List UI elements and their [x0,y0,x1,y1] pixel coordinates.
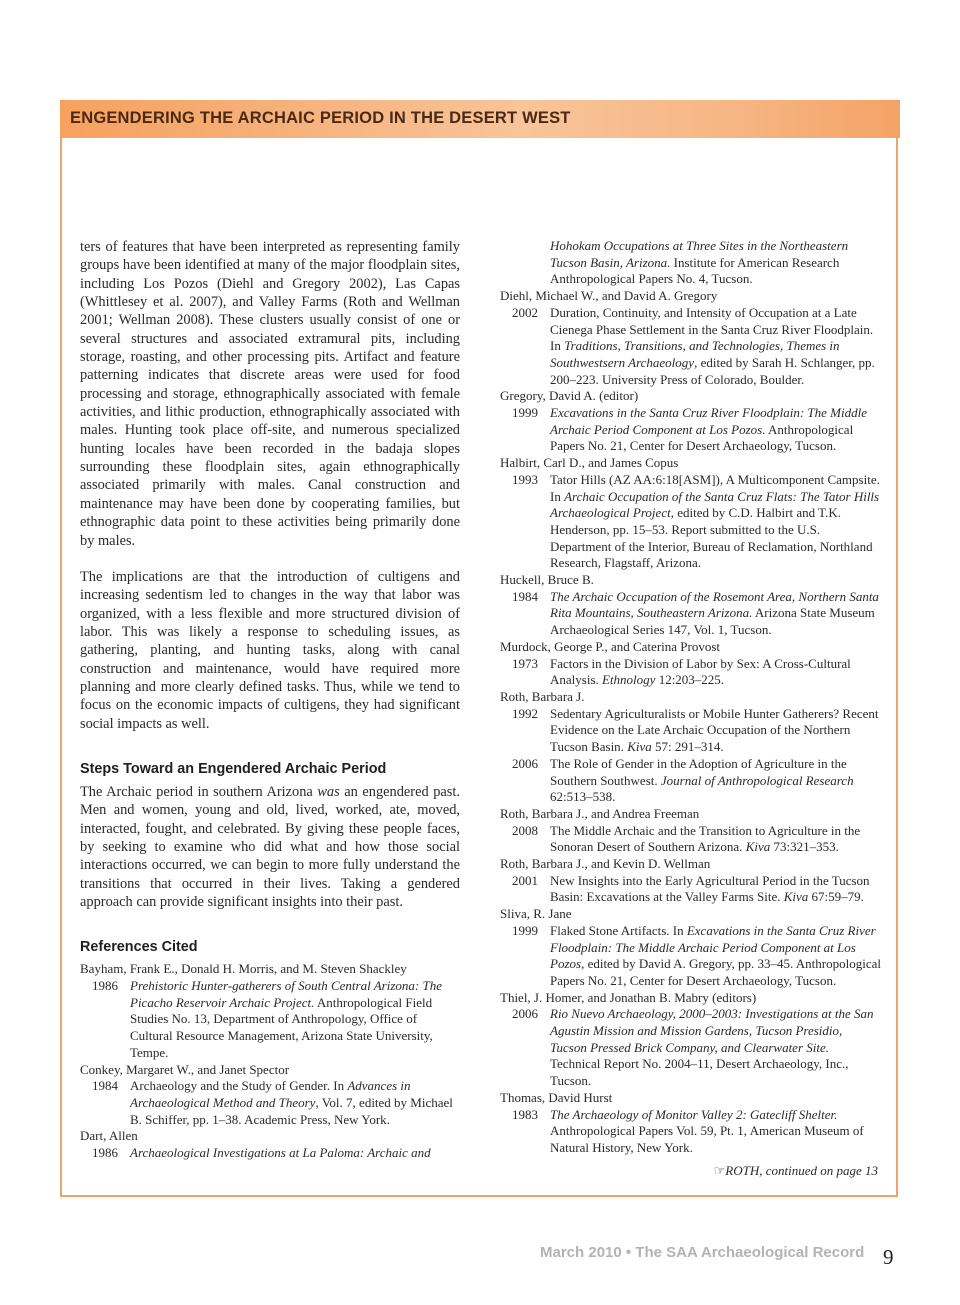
ref-title: Archaeological Investigations at La Paloma: Archaic and [130,1145,431,1161]
ref-rest: , Vol. 7, edited by Michael B. Schiffer, pp. 1–38. Academic Press, New York. [130,1094,453,1127]
ref-year: 2006 [512,1006,538,1022]
ref-citation [550,823,882,856]
ref-citation [130,1078,460,1128]
ref-citation [550,756,882,806]
paragraph-1: ters of features that have been interpreted as representing family groups have been identified at many of the major floodplain sites, including Los Pozos (Diehl and Gregory 2002), Las Capas (Whittlesey et al. 2007), and Valley Farms (Roth and Wellman 2001; Wellman 2008). These clusters usually consist of one or several structures and associated extramural pits, including storage, roasting, and other processing pits. Artifact and feature patterning indicates that discrete areas were used for food processing and storage, ethnographically associated with female activities, and lithic production, ethnographically associated with males. Hunting took place off-site, and numerous specialized hunting locales have been recorded in the badaja slopes surrounding these floodplain sites, again ethnographically associated primarily with males. Canal construction and maintenance may have been done by cooperating families, but ethnographic data point to these activities being primarily done by males. [80,239,460,549]
ref-rest: , edited by C.D. Halbirt and T.K. Henderson, pp. 15–53. Report submitted to the U.S. Department of the Interior, Bureau of Reclamation, Northland Research, Flagstaff, Arizona. [550,505,873,571]
ref-author: Thomas, David Hurst [500,1089,613,1105]
section-heading-references: References Cited [80,939,198,956]
ref-year: 1986 [92,1145,118,1161]
ref-entry [500,1006,882,1090]
paragraph-3 [80,783,460,911]
ref-rest: 62:513–538. [550,789,616,805]
ref-rest: 73:321–353. [770,839,839,855]
ref-title: Archaic Occupation of the Santa Cruz Flats: The Tator Hills Archaeological Project [550,488,880,521]
ref-author: Huckell, Bruce B. [500,572,594,588]
paragraph-3-emphasis: was [317,783,340,800]
ref-author: Halbirt, Carl D., and James Copus [500,455,679,471]
ref-rest: 12:203–225. [655,672,725,688]
ref-entry [80,1078,460,1128]
ref-citation [550,238,882,288]
ref-author: Dart, Allen [80,1128,138,1144]
ref-year: 2008 [512,822,538,838]
ref-entry [500,873,882,906]
ref-year: 1992 [512,705,538,721]
ref-entry [500,823,882,856]
paragraph-3-text-a: The Archaic period in southern Arizona [80,783,318,800]
ref-rest: Anthropological Papers Vol. 59, Pt. 1, American Museum of Natural History, New York. [550,1123,864,1155]
ref-title: Kiva [745,839,771,855]
hand-pointer-icon: ☞ [713,1162,726,1178]
ref-rest: , edited by Sarah H. Schlanger, pp. 200–223. University Press of Colorado, Boulder. [550,354,875,387]
ref-citation [550,656,882,689]
ref-entry [500,706,882,756]
ref-title: The Archaic Occupation of the Rosemont Area, Northern Santa Rita Mountains, Southeastern Arizona. [550,588,879,621]
ref-lead: Flaked Stone Artifacts. In [550,922,687,938]
continued-note [500,1163,882,1180]
ref-rest: , edited by David A. Gregory, pp. 33–45. Anthropological Papers No. 21, Center for Desert Archaeology, Tucson. [550,956,881,988]
ref-citation [550,1107,882,1157]
ref-title: Traditions, Transitions, and Technologies, Themes in Southwestsern Archaeology [550,338,840,370]
ref-title: Advances in Archaeological Method and Theory [130,1078,411,1110]
left-column [80,238,460,1162]
ref-entry-continued [500,238,882,288]
ref-author: Roth, Barbara J., and Andrea Freeman [500,805,700,821]
ref-entry [500,589,882,639]
ref-citation [550,305,882,389]
ref-title: Ethnology [602,672,656,688]
ref-lead: The Role of Gender in the Adoption of Agriculture in the Southern Southwest. [550,755,847,788]
ref-year: 2001 [512,872,538,888]
ref-entry [80,1145,460,1162]
ref-author: Thiel, J. Homer, and Jonathan B. Mabry (editors) [500,989,757,1005]
ref-lead: New Insights into the Early Agricultural Period in the Tucson Basin: Excavations at the Valley Farms Site. [550,872,870,905]
ref-rest: Anthropological Field Studies No. 13, Department of Anthropology, Office of Cultural Resource Management, Arizona State University, Tempe. [130,994,433,1060]
ref-year: 2006 [512,755,538,771]
ref-year: 1986 [92,978,118,994]
header-banner [60,100,900,138]
ref-author: Bayham, Frank E., Donald H. Morris, and M. Steven Shackley [80,961,407,977]
ref-citation [550,923,882,990]
paragraph-2: The implications are that the introduction of cultigens and increasing sedentism led to changes in the way that labor was organized, with a less flexible and more structured division of labor. This was likely a response to scheduling issues, as gathering, planting, and hunting tasks, along with canal construction and maintenance, would have required more planning and more clearly defined tasks. Thus, while we tend to focus on the economic impacts of cultigens, they had significant social impacts as well. [80,568,460,732]
ref-rest: Technical Report No. 2004–11, Desert Archaeology, Inc., Tucson. [550,1056,849,1089]
ref-title: Excavations in the Santa Cruz River Floodplain: The Middle Archaic Period Component at Los Pozos [550,922,876,972]
reference-list-left [80,961,460,1161]
ref-lead: The Middle Archaic and the Transition to Agriculture in the Sonoran Desert of Southern Arizona. [550,822,861,855]
ref-rest: Anthropological Papers No. 21, Center for Desert Archaeology, Tucson. [550,421,854,454]
ref-title: Rio Nuevo Archaeology, 2000–2003: Investigations at the San Agustin Mission and Mission Gardens, Tucson Presidio, Tucson Pressed Brick Company, and Clearwater Site. [550,1006,874,1055]
ref-title: Hohokam Occupations at Three Sites in the Northeastern Tucson Basin, Arizona. [550,238,849,270]
ref-citation [130,1145,460,1162]
ref-entry [500,405,882,455]
ref-lead: Sedentary Agriculturalists or Mobile Hunter Gatherers? Recent Evidence on the Late Archaic Occupation of the Northern Tucson Basin. [550,705,879,755]
ref-rest: 67:59–79. [808,889,864,905]
ref-citation [550,873,882,906]
ref-year: 2002 [512,304,538,320]
ref-lead: Factors in the Division of Labor by Sex: A Cross-Cultural Analysis. [550,655,851,688]
ref-title: Journal of Anthropological Research [660,772,854,788]
ref-year: 1973 [512,655,538,671]
ref-year: 1993 [512,471,538,487]
ref-entry [500,305,882,389]
ref-citation [550,706,882,756]
ref-author: Gregory, David A. (editor) [500,388,639,404]
ref-title: Kiva [627,739,652,755]
ref-year: 1984 [92,1078,118,1094]
ref-year: 1983 [512,1106,538,1122]
ref-lead: Duration, Continuity, and Intensity of Occupation at a Late Cienega Phase Settlement in the Santa Cruz River Floodplain. In [550,304,874,354]
ref-entry [500,756,882,806]
ref-citation [550,1006,882,1090]
ref-citation [550,589,882,639]
ref-title: The Archaeology of Monitor Valley 2: Gatecliff Shelter. [550,1106,838,1122]
ref-lead: Tator Hills (AZ AA:6:18[ASM]), A Multicomponent Campsite. In [550,471,880,504]
ref-author: Murdock, George P., and Caterina Provost [500,638,721,654]
ref-entry [500,656,882,689]
running-header: ENGENDERING THE ARCHAIC PERIOD IN THE DESERT WEST [70,109,571,127]
ref-author: Roth, Barbara J. [500,688,585,704]
page-number: 9 [883,1245,894,1269]
section-heading-steps: Steps Toward an Engendered Archaic Period [80,760,387,777]
ref-author: Diehl, Michael W., and David A. Gregory [500,288,718,304]
ref-citation [550,472,882,572]
ref-title: Prehistoric Hunter-gatherers of South Central Arizona: The Picacho Reservoir Archaic Project. [130,978,442,1010]
ref-citation [550,405,882,455]
ref-entry [500,1107,882,1157]
ref-rest: 57: 291–314. [651,739,724,755]
ref-entry [80,978,460,1062]
paragraph-3-text-b: an engendered past. Men and women, young and old, lived, worked, ate, moved, interacted, fought, and celebrated. By giving these people faces, by seeking to examine who did what and how those social interactions occurred, we can begin to more fully understand the transitions that occurred in their lives. Taking a gendered approach can provide significant insights into their past. [80,783,460,910]
ref-year: 1999 [512,922,538,938]
ref-year: 1984 [512,588,538,604]
ref-title: Excavations in the Santa Cruz River Floodplain: The Middle Archaic Period Component at Los Pozos. [550,405,868,437]
ref-author: Sliva, R. Jane [500,906,572,922]
ref-entry [500,923,882,990]
ref-citation [130,978,460,1062]
ref-rest: Institute for American Research Anthropological Papers No. 4, Tucson. [550,254,840,287]
ref-entry [500,472,882,572]
ref-year: 1999 [512,405,538,421]
ref-author: Conkey, Margaret W., and Janet Spector [80,1061,290,1077]
ref-lead: Archaeology and the Study of Gender. In [130,1078,348,1094]
ref-title: Kiva [783,889,809,905]
ref-rest: Arizona State Museum Archaeological Series 147, Vol. 1, Tucson. [550,605,875,638]
ref-author: Roth, Barbara J., and Kevin D. Wellman [500,856,711,872]
right-column [500,238,882,1192]
footer-journal: March 2010 • The SAA Archaeological Record [540,1244,865,1261]
continued-text: ROTH, continued on page 13 [725,1162,878,1178]
